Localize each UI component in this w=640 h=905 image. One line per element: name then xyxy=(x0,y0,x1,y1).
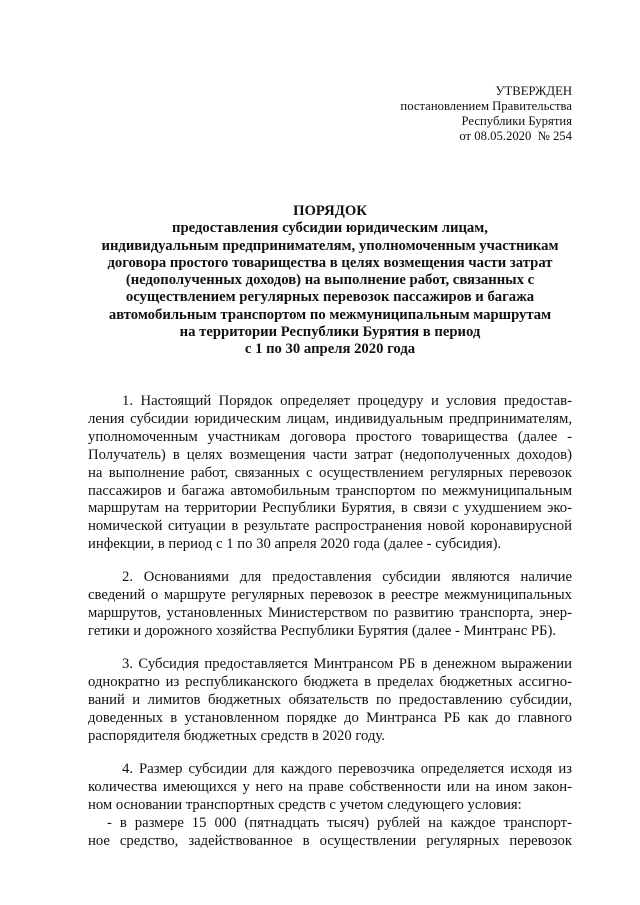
approval-line: постановлением Правительства xyxy=(400,99,572,113)
paragraph-line: распорядителя бюджетных средств в 2020 году. xyxy=(88,727,385,744)
paragraph-line: 3. Субсидия предоставляется Минтрансом РБ в денежном выражении xyxy=(122,656,572,672)
paragraph-2 xyxy=(88,569,572,641)
paragraph-line: Получатель) в целях возмещения части затрат (недополученных доходов) xyxy=(88,446,572,463)
paragraph-line: уполномоченным участникам договора простого товарищества (далее - xyxy=(88,428,572,445)
paragraph-line: ном основании транспортных средств с учетом следующего условия: xyxy=(88,796,522,813)
list-item-line: - в размере 15 000 (пятнадцать тысяч) рублей на каждое транспорт- xyxy=(107,814,572,831)
paragraph-line: ваний и лимитов бюджетных обязательств по предоставлению субсидии, xyxy=(88,691,572,708)
paragraph-line: доведенных в установленном порядке до Минтранса РБ как до главного xyxy=(88,709,572,726)
title-line: с 1 по 30 апреля 2020 года xyxy=(244,341,416,357)
paragraph-line: инфекции, в период с 1 по 30 апреля 2020 года (далее - субсидия). xyxy=(88,536,502,553)
paragraph-line: однократно из республиканского бюджета в пределах бюджетных ассигно- xyxy=(88,673,572,690)
approval-status: УТВЕРЖДЕН xyxy=(495,84,572,98)
document-title: ПОРЯДОК xyxy=(293,203,367,219)
paragraph-line: сведений о маршруте регулярных перевозок в реестре межмуниципальных xyxy=(88,586,572,603)
paragraph-line: 4. Размер субсидии для каждого перевозчика определяется исходя из xyxy=(122,761,572,777)
title-line: на территории Республики Бурятия в период xyxy=(179,323,481,340)
paragraph-1 xyxy=(88,393,572,554)
paragraph-line: количества имеющихся у него на праве собственности или на ином закон- xyxy=(88,778,572,795)
approval-line: Республики Бурятия xyxy=(461,114,572,128)
title-line: осуществлением регулярных перевозок пассажиров и багажа xyxy=(125,289,535,306)
title-block xyxy=(88,203,572,358)
paragraph-line: 1. Настоящий Порядок определяет процедуру и условия предостав- xyxy=(122,393,572,409)
approval-block xyxy=(400,84,572,144)
paragraph-line: номической ситуации в результате распространения новой коронавирусной xyxy=(88,518,572,535)
paragraph-line: маршрутов, установленных Министерством по развитию транспорта, энер- xyxy=(88,604,572,621)
paragraph-line: ления субсидии юридическим лицам, индивидуальным предпринимателям, xyxy=(88,410,572,427)
paragraph-line: маршрутам на территории Республики Бурятия, в связи с ухудшением эко- xyxy=(88,500,572,517)
title-line: договора простого товарищества в целях возмещения части затрат xyxy=(107,254,553,271)
paragraph-4 xyxy=(88,761,572,851)
paragraph-line: пассажиров и багажа автомобильным транспортом по межмуниципальным xyxy=(88,482,572,499)
list-item-line: ное средство, задействованное в осуществлении регулярных перевозок xyxy=(88,832,572,849)
approval-date-number: от 08.05.2020 № 254 xyxy=(459,129,572,143)
paragraph-line: 2. Основаниями для предоставления субсидии являются наличие xyxy=(122,569,572,585)
paragraph-line: гетики и дорожного хозяйства Республики Бурятия (далее - Минтранс РБ). xyxy=(88,622,557,639)
title-line: индивидуальным предпринимателям, уполномоченным участникам xyxy=(101,237,559,254)
title-line: автомобильным транспортом по межмуниципальным маршрутам xyxy=(108,306,552,323)
paragraph-line: на выполнение работ, связанных с осуществлением регулярных перевозок xyxy=(88,464,572,481)
title-line: (недополученных доходов) на выполнение работ, связанных с xyxy=(125,272,535,288)
paragraph-3 xyxy=(88,656,572,746)
title-line: предоставления субсидии юридическим лицам, xyxy=(172,220,488,237)
